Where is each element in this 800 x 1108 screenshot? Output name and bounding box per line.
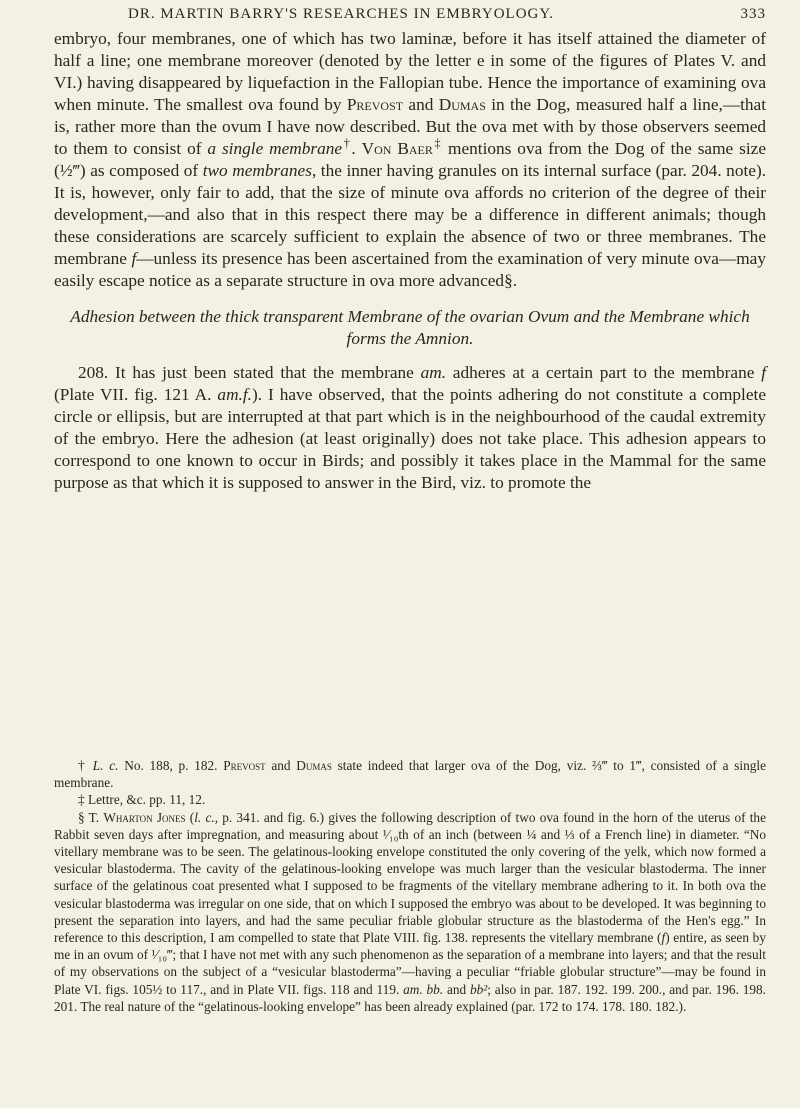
author-name: Prevost xyxy=(346,95,404,114)
footnotes xyxy=(54,757,766,1015)
author-name: Dumas xyxy=(438,95,486,114)
footnote-mark: ‡ xyxy=(432,136,443,151)
running-header xyxy=(54,6,766,28)
paragraph: 208. It has just been stated that the membrane am. adheres at a certain part to the membrane f (Plate VII. fig. 121 A. am.f.). I have observed, that the points adhering do not constitute a complete circle or ellipsis, but are interrupted at that part which is in the neighbourhood of the caudal extremity of the embryo. Here the adhesion (at least originally) does not take place. This adhesion appears to correspond to one known to occur in Birds; and possibly it takes place in the Mammal for the same purpose as that which it is supposed to answer in the Bird, viz. to promote the xyxy=(54,363,767,492)
author-name: Prevost xyxy=(223,758,266,773)
running-title: DR. MARTIN BARRY'S RESEARCHES IN EMBRYOLOGY. xyxy=(128,6,555,22)
author-name: Von Baer xyxy=(361,139,433,158)
footnote-mark: § xyxy=(504,271,513,290)
footnote: † L. c. No. 188, p. 182. Prevost and Dumas state indeed that larger ova of the Dog, viz. ⅔‴ to 1‴, consisted of a single membrane. xyxy=(54,758,766,791)
page-number: 333 xyxy=(740,6,766,22)
footnote: ‡ Lettre, &c. pp. 11, 12. xyxy=(78,792,206,808)
author-name: Wharton Jones xyxy=(103,809,186,825)
section-heading: Adhesion between the thick transparent Membrane of the ovarian Ovum and the Membrane which forms the Amnion. xyxy=(70,307,750,348)
paragraph: embryo, four membranes, one of which has two laminæ, before it has itself attained the diameter of half a line; one membrane moreover (denoted by the letter e in some of the figures of Plates V. and VI.) having disappeared by liquefaction in the Fallopian tube. Hence the importance of examining ova when minute. The smallest ova found by Prevost and Dumas in the Dog, measured half a line,—that is, rather more than the ovum I have now described. But the ova met with by those observers seemed to them to consist of a single membrane†. Von Baer‡ mentions ova from the Dog of the same size (½‴) as composed of two membranes, the inner having granules on its internal surface (par. 204. note). It is, however, only fair to add, that the size of minute ova affords no criterion of the degree of their development,—and also that in this respect there may be a difference in different animals; though these considerations are scarcely sufficient to explain the absence of two or three membranes. The membrane f—unless its presence has been ascertained from the examination of very minute ova—may easily escape notice as a separate structure in ova more advanced§. xyxy=(54,29,767,290)
author-name: Dumas xyxy=(296,758,332,773)
footnote: § T. Wharton Jones (l. c., p. 341. and fig. 6.) gives the following description of two ova found in the horn of the uterus of the Rabbit seven days after impregnation, and measuring about ¹⁄₁₀th of an inch (between ¼ and ⅓ of a French line) in diameter. “No vitellary membrane was to be seen. The gelatinous-looking envelope constituted the only covering of the yelk, which now formed a vesicular blastoderma. The cavity of the gelatinous-looking envelope was much larger than the vesicular blastoderma. The inner surface of the gelatinous coat presented what I supposed to be fragments of the vitellary membrane adhering to it. In both ova the vesicular blastoderma was irregular on one side, that on which I supposed the embryo was about to be developed. It was beginning to present the separation into layers, and had the same peculiar friable globular structure as the blastoderma of the Hen's egg.” In reference to this description, I am compelled to state that Plate VIII. fig. 138. represents the vitellary membrane (f) entire, as seen by me in an ovum of ¹⁄₁₀‴; that I have not met with any such phenomenon as the separation of a membrane into layers; and that the result of my observations on the subject of a “vesicular blastoderma”—having a peculiar “friable globular structure”—may be found in Plate VI. figs. 105½ to 117., and in Plate VII. figs. 118 and 119. am. bb. and bb²; also in par. 187. 192. 199. 200., and par. 196. 198. 201. The real nature of the “gelatinous-looking envelope” has been already explained (par. 172 to 174. 178. 180. 182.). xyxy=(54,809,766,1014)
footnote-mark: † xyxy=(342,136,352,151)
main-text xyxy=(54,28,766,494)
